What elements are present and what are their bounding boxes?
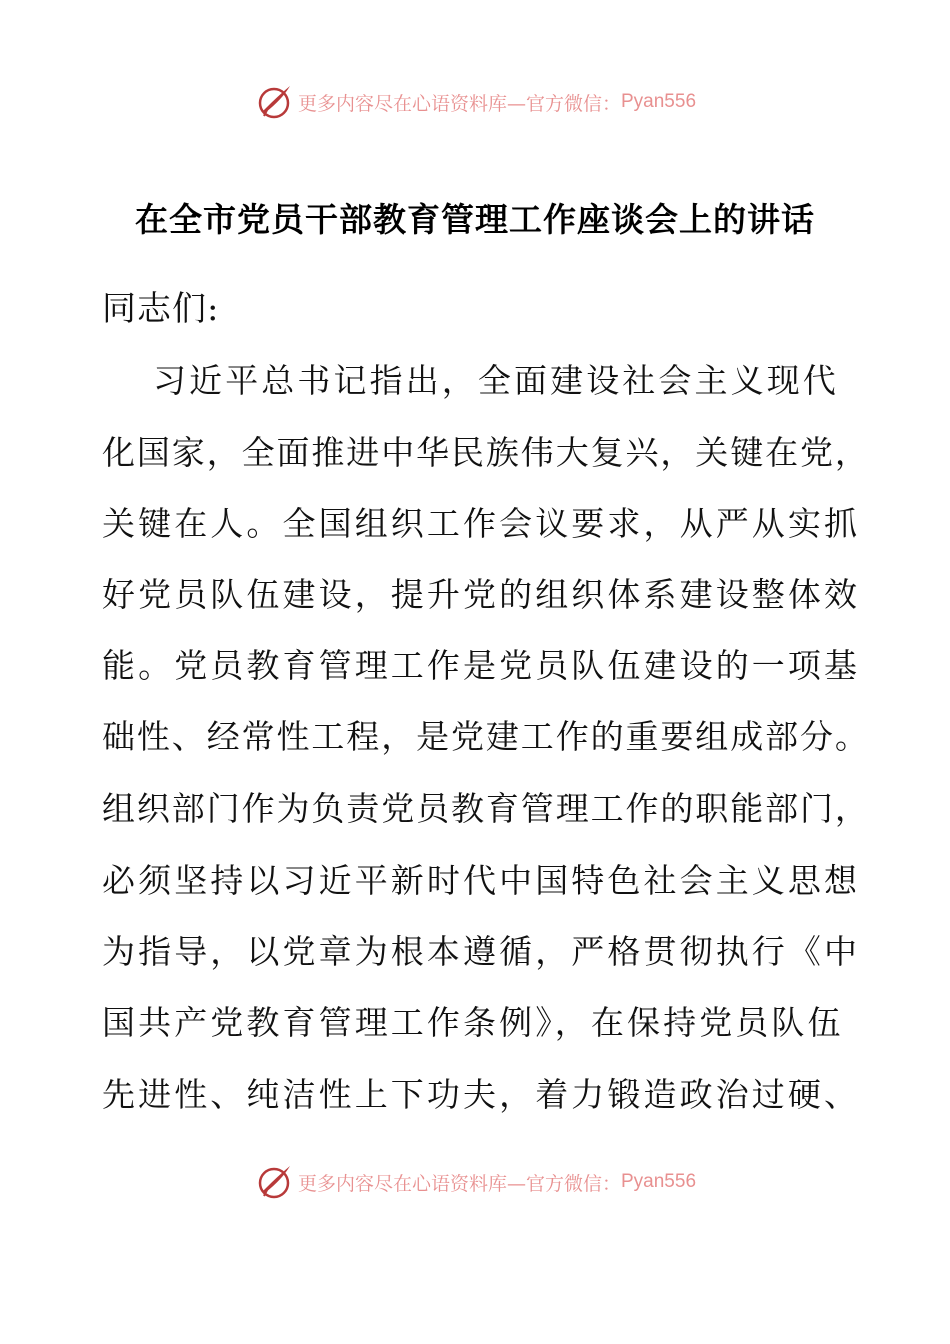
quill-logo-icon xyxy=(254,1162,294,1202)
body-line: 先进性、纯洁性上下功夫，着力锻造政治过硬、 xyxy=(102,1075,861,1114)
footer-watermark-banner xyxy=(0,1160,950,1204)
body-line: 关键在人。全国组织工作会议要求，从严从实抓 xyxy=(102,504,861,543)
header-watermark-wechat-id: Pyan556 xyxy=(621,91,697,112)
quill-logo-icon xyxy=(254,82,294,122)
salutation: 同志们: xyxy=(102,289,220,329)
body-line: 化国家，全面推进中华民族伟大复兴，关键在党， xyxy=(102,433,870,472)
body-line: 为指导，以党章为根本遵循，严格贯彻执行《中 xyxy=(102,932,861,971)
header-watermark-banner xyxy=(0,80,950,124)
body-line: 组织部门作为负责党员教育管理工作的职能部门， xyxy=(102,789,870,828)
document-title: 在全市党员干部教育管理工作座谈会上的讲话 xyxy=(135,200,815,239)
body-line: 习近平总书记指出，全面建设社会主义现代 xyxy=(153,361,839,400)
body-line: 国共产党教育管理工作条例》，在保持党员队伍 xyxy=(102,1003,844,1042)
footer-watermark-text: 更多内容尽在心语资料库—官方微信： xyxy=(297,1172,621,1195)
footer-watermark-wechat-id: Pyan556 xyxy=(621,1171,697,1192)
body-line: 能。党员教育管理工作是党员队伍建设的一项基 xyxy=(102,646,861,685)
header-watermark-text: 更多内容尽在心语资料库—官方微信： xyxy=(297,92,621,115)
body-line: 好党员队伍建设，提升党的组织体系建设整体效 xyxy=(102,575,861,614)
body-line: 础性、经常性工程，是党建工作的重要组成部分。 xyxy=(102,717,870,756)
body-line: 必须坚持以习近平新时代中国特色社会主义思想 xyxy=(102,861,861,900)
